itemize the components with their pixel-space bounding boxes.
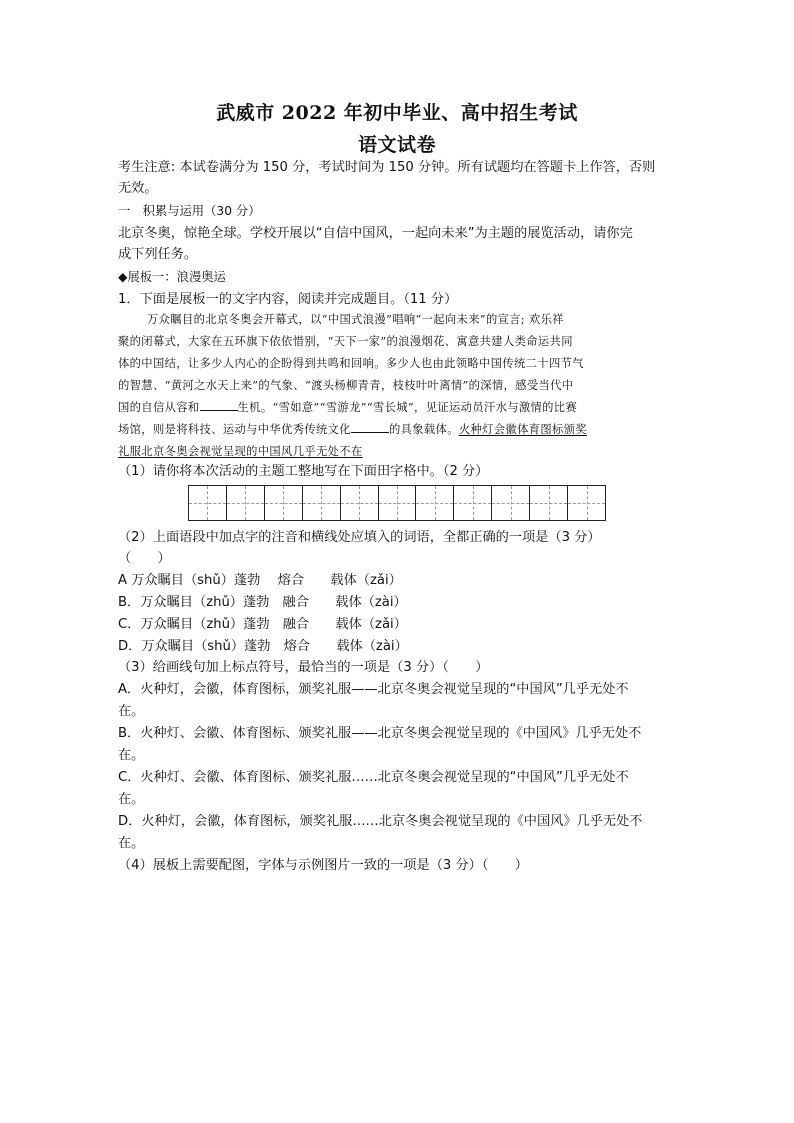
option-b: B．火种灯、会徽、体育图标、颁奖礼服——北京冬奥会视觉呈现的《中国风》几乎无处不 <box>118 726 642 741</box>
underlined-sentence: 礼服北京冬奥会视觉呈现的中国风几乎无处不在 <box>118 445 363 458</box>
passage-line-4: 的智慧、“黄河之水天上来”的气象、“渡头杨柳青青，枝枝叶叶离情”的深情，感受当代中 <box>118 379 574 392</box>
grid-cell <box>379 486 417 520</box>
passage-line-1: 万众瞩目的北京冬奥会开幕式，以“中国式浪漫”唱响“一起向未来”的宣言; 欢乐祥 <box>147 313 564 326</box>
notice-line-2: 无效。 <box>118 181 158 196</box>
option-d-cont: 在。 <box>118 836 145 851</box>
passage-line-6 <box>118 419 688 441</box>
passage-text: 场馆，则是将科技、运动与中华优秀传统文化 <box>118 423 351 436</box>
passage-line-7 <box>118 441 688 463</box>
question-1-4: （4）展板上需要配图，字体与示例图片一致的一项是（3 分）（ ） <box>118 858 528 873</box>
passage-line-2: 聚的闭幕式，大家在五环旗下依依惜别，“天下一家”的浪漫烟花、寓意共建人类命运共同 <box>118 335 573 348</box>
option-a-cont: 在。 <box>118 704 145 719</box>
grid-cell <box>303 486 341 520</box>
passage-line-3: 体的中国结，让多少人内心的企盼得到共鸣和回响。多少人也由此领略中国传统二十四节气 <box>118 357 584 370</box>
question-1-2: （2）上面语段中加点字的注音和横线处应填入的词语，全都正确的一项是（3 分） <box>118 530 601 545</box>
passage-line-5 <box>118 397 688 419</box>
option-c: C．火种灯、会徽、体育图标、颁奖礼服……北京冬奥会视觉呈现的“中国风”几乎无处不 <box>118 770 629 785</box>
option-c-cont: 在。 <box>118 792 145 807</box>
question-1: 1．下面是展板一的文字内容，阅读并完成题目。（11 分） <box>118 292 458 307</box>
tianzige-grid <box>188 485 606 521</box>
exam-title: 武威市 2022 年初中毕业、高中招生考试 <box>216 102 578 124</box>
intro-line-2: 成下列任务。 <box>118 247 198 262</box>
grid-cell <box>568 486 605 520</box>
exam-subtitle: 语文试卷 <box>357 134 436 156</box>
answer-paren: （ ） <box>118 551 171 566</box>
section-heading: 一 积累与运用（30 分） <box>118 204 261 218</box>
option-a: A．火种灯，会徽，体育图标，颁奖礼服——北京冬奥会视觉呈现的“中国风”几乎无处不 <box>118 682 629 697</box>
fill-blank <box>351 420 389 433</box>
board-heading: ◆展板一：浪漫奥运 <box>118 270 226 284</box>
passage-text: 生机。“雪如意”“雪游龙”“雪长城”，见证运动员汗水与激情的比赛 <box>237 401 578 414</box>
grid-cell <box>492 486 530 520</box>
grid-cell <box>416 486 454 520</box>
grid-cell <box>227 486 265 520</box>
option-a: A 万众瞩目（shǔ）蓬勃 熔合 载体（zǎi） <box>118 573 402 588</box>
option-b: B．万众瞩目（zhǔ）蓬勃 融合 载体（zài） <box>118 595 407 610</box>
question-1-1: （1）请你将本次活动的主题工整地写在下面田字格中。（2 分） <box>118 464 489 479</box>
grid-cell <box>341 486 379 520</box>
option-d: D．万众瞩目（shǔ）蓬勃 熔合 载体（zài） <box>118 639 408 654</box>
notice-line-1: 考生注意: 本试卷满分为 150 分，考试时间为 150 分钟。所有试题均在答题卡上作答，否则 <box>118 160 656 175</box>
option-c: C．万众瞩目（zhǔ）蓬勃 融合 载体（zǎi） <box>118 617 407 632</box>
option-b-cont: 在。 <box>118 748 145 763</box>
intro-line-1: 北京冬奥，惊艳全球。学校开展以“自信中国风，一起向未来”为主题的展览活动，请你完 <box>118 226 633 241</box>
underlined-sentence: 火种灯会徽体育图标颁奖 <box>458 423 587 436</box>
grid-cell <box>530 486 568 520</box>
passage-text: 的具象载体。 <box>388 423 459 436</box>
fill-blank <box>200 398 238 411</box>
grid-cell <box>265 486 303 520</box>
passage-text: 国的自信从容和 <box>118 401 200 414</box>
question-1-3: （3）给画线句加上标点符号，最恰当的一项是（3 分）（ ） <box>118 660 489 675</box>
grid-cell <box>454 486 492 520</box>
grid-cell <box>189 486 227 520</box>
option-d: D．火种灯，会徽，体育图标，颁奖礼服……北京冬奥会视觉呈现的《中国风》几乎无处不 <box>118 814 643 829</box>
